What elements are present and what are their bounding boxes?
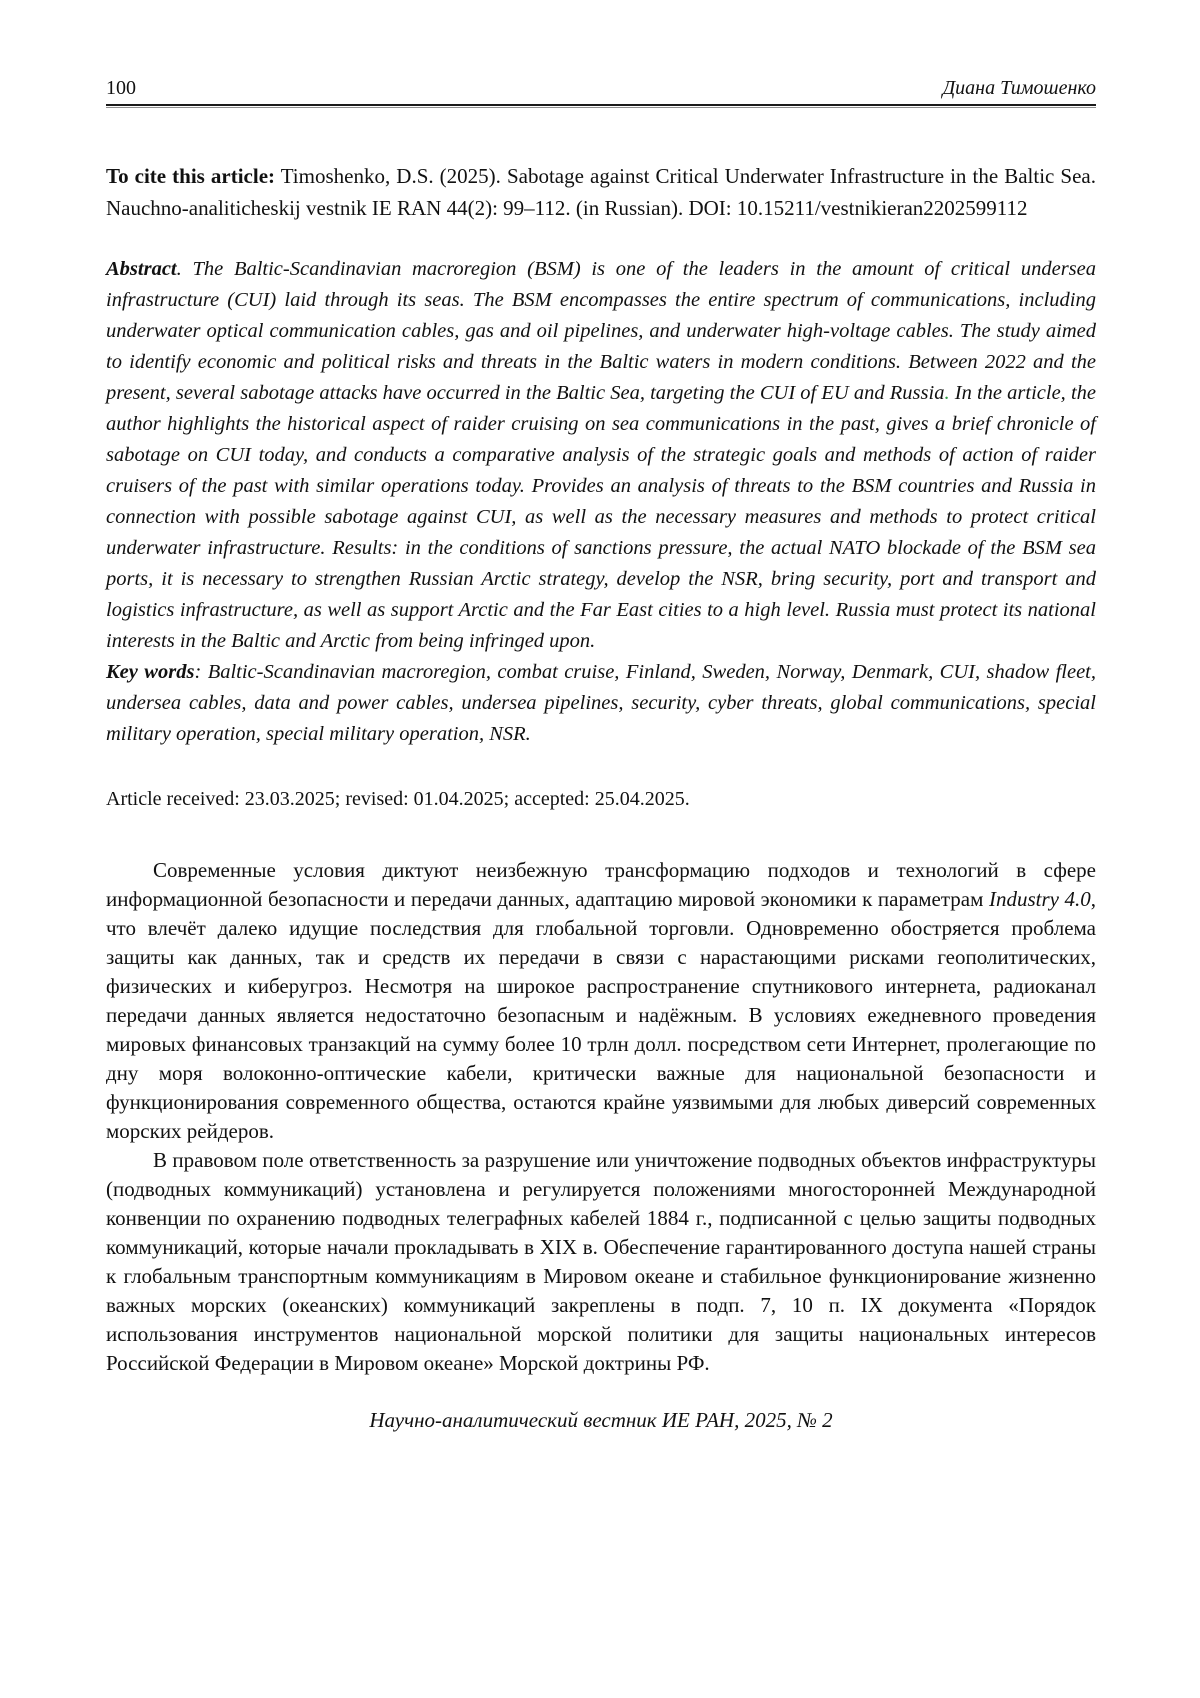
keywords-text: : Baltic-Scandinavian macroregion, combat cruise, Finland, Sweden, Norway, Denmark, CUI, shadow fleet, undersea cables, data and power cables, undersea pipelines, security, cyber threats, global communications, special military operation, special military operation, NSR.: [106, 661, 1097, 745]
abstract-paragraph: [106, 254, 1096, 657]
abstract-green-period: .: [944, 382, 950, 404]
abstract-text-part1: . The Baltic-Scandinavian macroregion (BSM) is one of the leaders in the amount of critical undersea infrastructure (CUI) laid through its seas. The BSM encompasses the entire spectrum of communications, including underwater optical communication cables, gas and oil pipelines, and underwater high-voltage cables. The study aimed to identify economic and political risks and threats in the Baltic waters in modern conditions. Between 2022 and the present, several sabotage attacks have occurred in the Baltic Sea, targeting the CUI of EU and Russia: [106, 258, 1096, 404]
body-p1-text-after: , что влечёт далеко идущие последствия для глобальной торговли. Одновременно обостряется проблема защиты как данных, так и средств их передачи в связи с нарастающими рисками геополитических, физических и киберугроз. Несмотря на широкое распространение спутникового интернета, радиоканал передачи данных является недостаточно безопасным и надёжным. В условиях ежедневного проведения мировых финансовых транзакций на сумму более 10 трлн долл. посредством сети Интернет, пролегающие по дну моря волоконно-оптические кабели, критически важные для национальной безопасности и функционирования современного общества, остаются крайне уязвимыми для любых диверсий современных морских рейдеров.: [106, 887, 1097, 1143]
citation-paragraph: [106, 160, 1096, 224]
running-head-author: Диана Тимошенко: [942, 77, 1096, 99]
body-p1-italic-term: Industry 4.0: [988, 887, 1091, 911]
citation-label: To cite this article:: [106, 164, 276, 188]
abstract-label: Abstract: [106, 258, 177, 280]
running-head: [106, 76, 1096, 100]
keywords-paragraph: [106, 657, 1096, 750]
abstract-text-part2: In the article, the author highlights the historical aspect of raider cruising on sea communications in the past, gives a brief chronicle of sabotage on CUI today, and conducts a comparative analysis of the strategic goals and methods of action of raider cruisers of the past with similar operations today. Provides an analysis of threats to the BSM countries and Russia in connection with possible sabotage against CUI, as well as the necessary measures and methods to protect critical underwater infrastructure. Results: in the conditions of sanctions pressure, the actual NATO blockade of the BSM sea ports, it is necessary to strengthen Russian Arctic strategy, develop the NSR, bring security, port and transport and logistics infrastructure, as well as support Arctic and the Far East cities to a high level. Russia must protect its national interests in the Baltic and Arctic from being infringed upon.: [106, 382, 1096, 652]
header-rule-thin-line: [106, 107, 1096, 108]
article-dates: Article received: 23.03.2025; revised: 01.04.2025; accepted: 25.04.2025.: [106, 788, 690, 810]
page-number: 100: [106, 77, 136, 99]
journal-footer: Научно-аналитический вестник ИЕ РАН, 2025, № 2: [369, 1408, 833, 1432]
keywords-label: Key words: [106, 661, 195, 683]
body-paragraph-1: [106, 856, 1096, 1146]
header-rule: [106, 104, 1096, 108]
body-p1-text-before: Современные условия диктуют неизбежную трансформацию подходов и технологий в сфере информационной безопасности и передачи данных, адаптацию мировой экономики к параметрам: [106, 858, 1096, 911]
citation-text: Timoshenko, D.S. (2025). Sabotage against Critical Underwater Infrastructure in the Baltic Sea. Nauchno-analiticheskij vestnik IE RAN 44(2): 99–112. (in Russian). DOI: 10.15211/vestnikieran2202599112: [106, 164, 1096, 220]
body-paragraph-2: В правовом поле ответственность за разрушение или уничтожение подводных объектов инфраструктуры (подводных коммуникаций) установлена и регулируется положениями многосторонней Международной конвенции по охранению подводных телеграфных кабелей 1884 г., подписанной с целью защиты подводных коммуникаций, которые начали прокладывать в XIX в. Обеспечение гарантированного доступа нашей страны к глобальным транспортным коммуникациям в Мировом океане и стабильное функционирование жизненно важных морских (океанских) коммуникаций закреплены в подп. 7, 10 п. IX документа «Порядок использования инструментов национальной морской политики для защиты национальных интересов Российской Федерации в Мировом океане» Морской доктрины РФ.: [106, 1148, 1096, 1375]
header-rule-thick-line: [106, 104, 1096, 106]
